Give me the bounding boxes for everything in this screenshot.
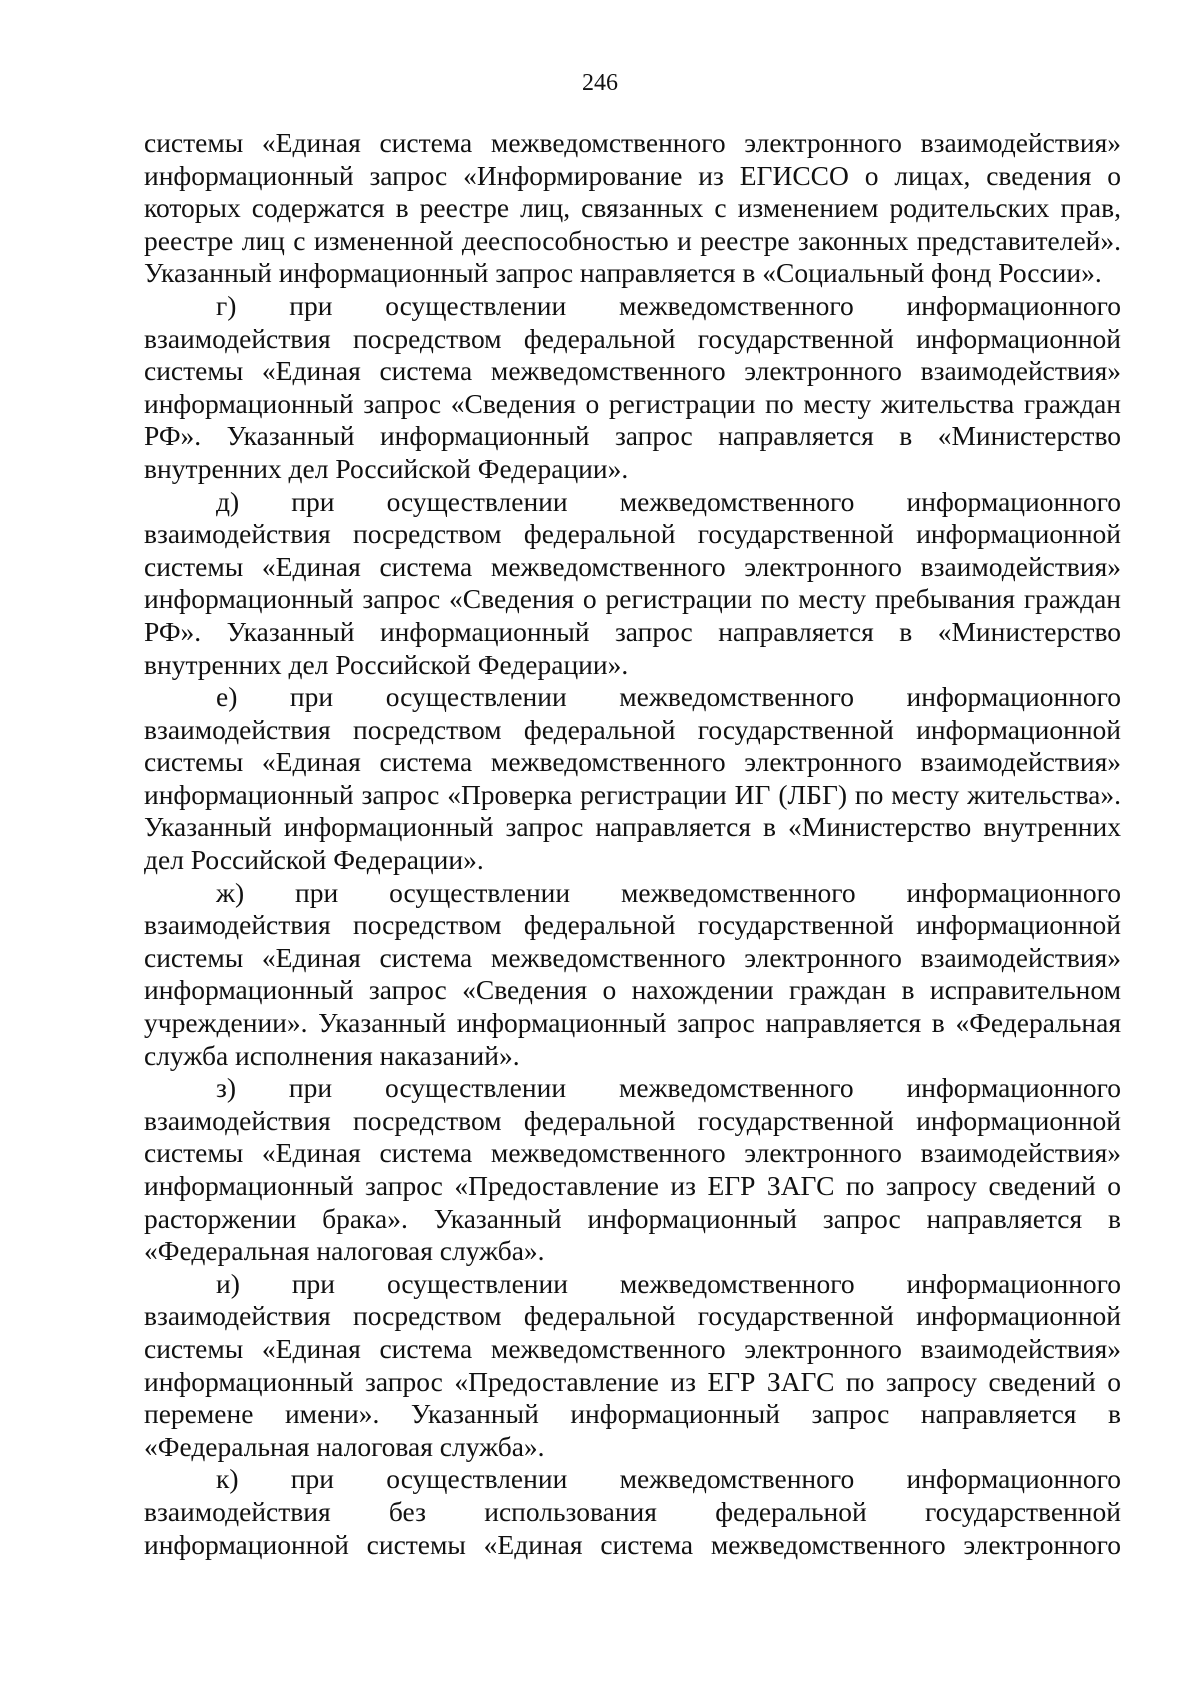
page-number: 246 — [582, 70, 618, 96]
list-item-e: е) при осуществлении межведомственного информационного взаимодействия посредством федеральной государственной информационной системы «Единая система межведомственного электронного взаимодействия» информационный запрос «Проверка регистрации ИГ (ЛБГ) по месту жительства». Указанный информационный запрос направляется в «Министерство внутренних дел Российской Федерации». — [144, 681, 1121, 876]
list-item-g: г) при осуществлении межведомственного информационного взаимодействия посредством федеральной государственной информационной системы «Единая система межведомственного электронного взаимодействия» информационный запрос «Сведения о регистрации по месту жительства граждан РФ». Указанный информационный запрос направляется в «Министерство внутренних дел Российской Федерации». — [144, 289, 1121, 484]
list-item-z: з) при осуществлении межведомственного информационного взаимодействия посредством федеральной государственной информационной системы «Единая система межведомственного электронного взаимодействия» информационный запрос «Предоставление из ЕГР ЗАГС по запросу сведений о расторжении брака». Указанный информационный запрос направляется в «Федеральная налоговая служба». — [144, 1072, 1121, 1267]
list-item-zh: ж) при осуществлении межведомственного информационного взаимодействия посредством федеральной государственной информационной системы «Единая система межведомственного электронного взаимодействия» информационный запрос «Сведения о нахождении граждан в исправительном учреждении». Указанный информационный запрос направляется в «Федеральная служба исполнения наказаний». — [144, 876, 1121, 1071]
paragraph-continuation: системы «Единая система межведомственного электронного взаимодействия» информационный запрос «Информирование из ЕГИССО о лицах, сведения о которых содержатся в реестре лиц, связанных с изменением родительских прав, реестре лиц с измененной дееспособностью и реестре законных представителей». Указанный информационный запрос направляется в «Социальный фонд России». — [144, 127, 1121, 289]
list-item-i: и) при осуществлении межведомственного информационного взаимодействия посредством федеральной государственной информационной системы «Единая система межведомственного электронного взаимодействия» информационный запрос «Предоставление из ЕГР ЗАГС по запросу сведений о перемене имени». Указанный информационный запрос направляется в «Федеральная налоговая служба». — [144, 1267, 1121, 1462]
list-item-k: к) при осуществлении межведомственного информационного взаимодействия без использования федеральной государственной информационной системы «Единая система межведомственного электронного — [144, 1463, 1121, 1560]
document-body — [144, 127, 1121, 1561]
list-item-d: д) при осуществлении межведомственного информационного взаимодействия посредством федеральной государственной информационной системы «Единая система межведомственного электронного взаимодействия» информационный запрос «Сведения о регистрации по месту пребывания граждан РФ». Указанный информационный запрос направляется в «Министерство внутренних дел Российской Федерации». — [144, 485, 1121, 680]
